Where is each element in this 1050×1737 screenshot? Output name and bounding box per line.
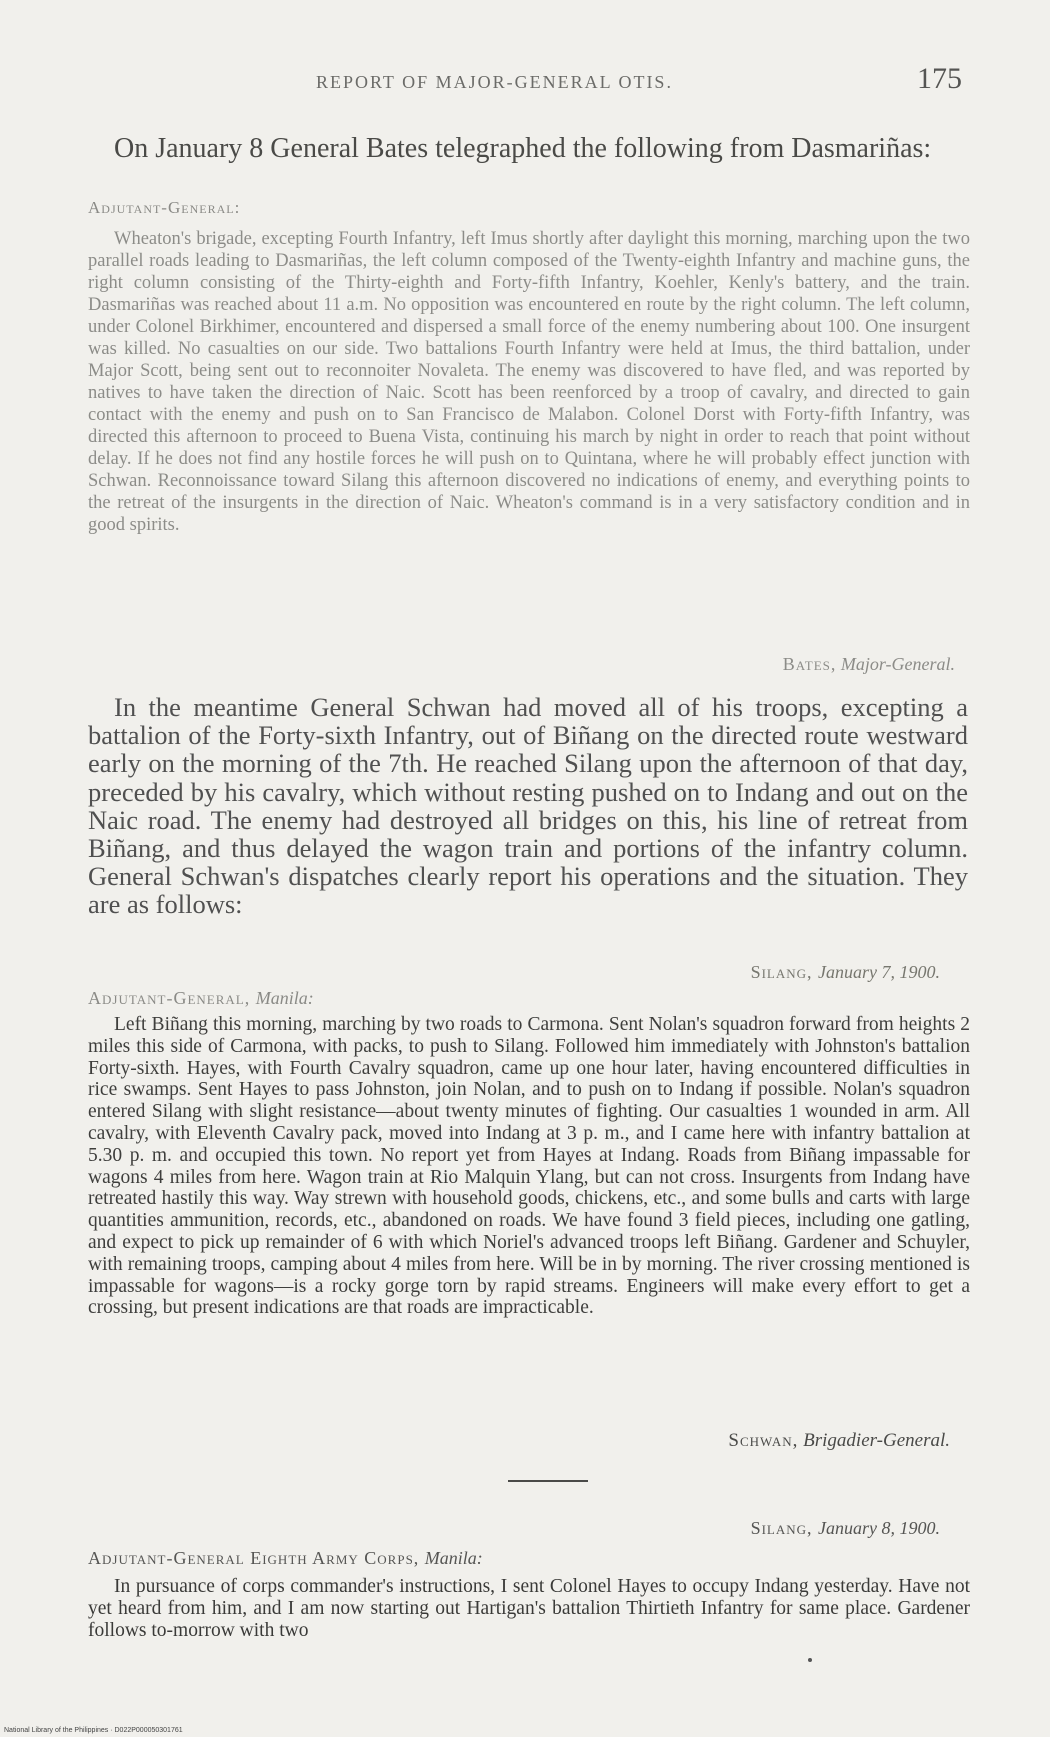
dateline-date: January 7, 1900. [818,962,940,982]
telegram2-salutation [88,988,314,1009]
telegram2-body: Left Biñang this morning, marching by two roads to Carmona. Sent Nolan's squadron forward from heights 2 miles this side of Carmona, with packs, to push to Silang. Followed him immediately with Johnston's battalion Forty-sixth. Hayes, with Fourth Cavalry squadron, came up one hour later, having encountered difficulties in rice swamps. Sent Hayes to pass Johnston, join Nolan, and to push on to Indang if possible. Nolan's squadron entered Silang with slight resistance—about twenty minutes of fighting. Our casualties 1 wounded in arm. All cavalry, with Eleventh Cavalry pack, moved into Indang at 3 p. m., and I came here with infantry battalion at 5.30 p. m. and occupied this town. No report yet from Hayes at Indang. Roads from Biñang impassable for wagons 4 miles from here. Wagon train at Rio Malquin Ylang, but can not cross. Insurgents from Indang have retreated hastily this way. Way strewn with household goods, chickens, etc., and some bulls and carts with large quantities ammunition, records, etc., abandoned on roads. We have found 3 field pieces, including one gatling, and expect to pick up remainder of 6 with which Noriel's advanced troops left Biñang. Gardener and Schuyler, with remaining troops, camping about 4 miles from here. Will be in by morning. The river crossing mentioned is impassable for wagons—is a rocky gorge torn by rapid streams. Engineers will make every effort to get a crossing, but present indications are that roads are impracticable. [88,1014,970,1319]
dateline-date: January 8, 1900. [818,1518,940,1538]
telegram2-dateline [751,962,940,983]
telegram1-signature [783,654,955,675]
salutation-text: Adjutant-General Eighth Army Corps, [88,1548,420,1568]
intro-paragraph: On January 8 General Bates telegraphed the following from Dasmariñas: [114,133,932,164]
salutation-city: Manila: [424,1548,483,1568]
running-header [300,62,970,95]
page-number: 175 [917,62,962,95]
telegram1-salutation: Adjutant-General: [88,198,241,217]
ink-speck [808,1658,812,1662]
telegram2-signature [728,1430,950,1452]
salutation-city: Manila: [255,988,314,1008]
signature-name: Bates, [782,654,837,674]
dateline-place: Silang, [750,962,813,982]
narrative-paragraph: In the meantime General Schwan had moved all of his troops, excepting a battalion of the Forty-sixth Infantry, out of Biñang on the directed route westward early on the morning of the 7th. He reached Silang upon the afternoon of that day, preceded by his cavalry, which without resting pushed on to Indang and out on the Naic road. The enemy had destroyed all bridges on this, his line of retreat from Biñang, and thus delayed the wagon train and portions of the infantry column. General Schwan's dispatches clearly report his operations and the situation. They are as follows: [88,692,968,920]
scan-credit: National Library of the Philippines · D022P000050301761 [4,1727,183,1734]
signature-rank: Brigadier-General. [803,1430,950,1451]
telegram3-body: In pursuance of corps commander's instructions, I sent Colonel Hayes to occupy Indang yesterday. Have not yet heard from him, and I am now starting out Hartigan's battalion Thirtieth Infantry for same place. Gardener follows to-morrow with two [88,1576,970,1641]
telegram3-salutation [88,1548,483,1569]
running-title: REPORT OF MAJOR-GENERAL OTIS. [316,72,673,92]
telegram1-body: Wheaton's brigade, excepting Fourth Infantry, left Imus shortly after daylight this morning, marching upon the two parallel roads leading to Dasmariñas, the left column composed of the Twenty-eighth Infantry and machine guns, the right column consisting of the Thirty-eighth and Forty-fifth Infantry, Koehler, Kenly's battery, and the train. Dasmariñas was reached about 11 a.m. No opposition was encountered en route by the right column. The left column, under Colonel Birkhimer, encountered and dispersed a small force of the enemy numbering about 100. One insurgent was killed. No casualties on our side. Two battalions Fourth Infantry were held at Imus, the third battalion, under Major Scott, being sent out to reconnoiter Novaleta. The enemy was discovered to have fled, and was reported by natives to have taken the direction of Naic. Scott has been reenforced by a troop of cavalry, and directed to gain contact with the enemy and push on to San Francisco de Malabon. Colonel Dorst with Forty-fifth Infantry, was directed this afternoon to proceed to Buena Vista, continuing his march by night in order to reach that point without delay. If he does not find any hostile forces he will push on to Quintana, where he will probably effect junction with Schwan. Reconnoissance toward Silang this afternoon discovered no indications of enemy, and everything points to the retreat of the insurgents in the direction of Naic. Wheaton's command is in a very satisfactory condition and in good spirits. [88,229,970,535]
salutation-text: Adjutant-General, [88,988,251,1008]
signature-name: Schwan, [728,1430,799,1451]
telegram3-dateline [751,1518,940,1539]
dateline-place: Silang, [750,1518,813,1538]
signature-rank: Major-General. [840,654,955,674]
section-divider [508,1480,588,1482]
